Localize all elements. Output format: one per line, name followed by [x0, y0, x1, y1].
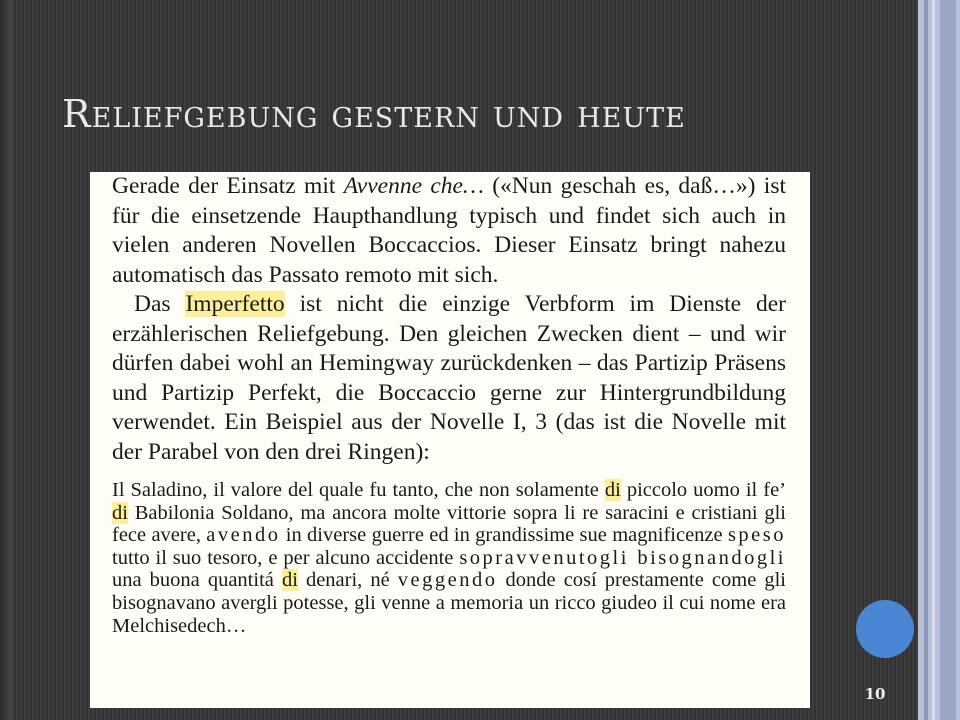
paragraph-einsatz	[112, 172, 786, 290]
rail-stripe	[932, 0, 935, 720]
text-run: una buona quantitá	[112, 569, 282, 592]
text-run: denari, né	[297, 569, 398, 592]
text-run: piccolo uomo il fe’	[620, 479, 787, 501]
slide-right-rail	[918, 0, 960, 720]
text-run: Il Saladino, il valore del quale fu tanto, che non solamente	[112, 479, 605, 501]
text-run: («Nun geschah es, daß…») ist für die einsetzende Haupthandlung typisch und findet sich auch in vielen anderen Novellen Boccaccios. Dieser Einsatz bringt nahezu automatisch das Passato remoto mit sich.	[112, 173, 786, 288]
text-run: Das	[134, 291, 186, 317]
text-run: tutto il suo tesoro, e per alcuno accidente	[112, 546, 460, 569]
page-number: 10	[864, 685, 886, 703]
rail-stripe	[924, 0, 928, 720]
highlighted-word: di	[112, 501, 128, 524]
spaced-word: speso	[727, 524, 786, 547]
italic-phrase: Avvenne che…	[343, 173, 484, 199]
rail-stripe	[940, 0, 956, 720]
slide-left-edge	[0, 0, 12, 720]
spaced-word: veggendo	[397, 569, 498, 592]
paragraph-imperfetto	[112, 290, 786, 467]
scanned-book-excerpt	[90, 172, 810, 708]
spaced-word: avendo	[206, 524, 281, 547]
text-run: Babilonia Soldano, ma ancora molte vittorie sopra li re saracini e cristiani gli fece avere,	[112, 501, 786, 547]
spaced-word: sopravvenutogli bisognandogli	[459, 546, 786, 569]
text-run: Gerade der Einsatz mit	[112, 173, 344, 199]
quotation-novella	[112, 479, 786, 637]
highlighted-word: di	[604, 479, 621, 501]
text-run: in diverse guerre ed in grandissime sue magnificenze	[280, 524, 728, 547]
highlighted-word: di	[281, 569, 298, 592]
slide-title: Reliefgebung gestern und heute	[62, 92, 686, 136]
decorative-circle	[856, 600, 914, 658]
text-run: ist nicht die einzige Verbform im Dienste der erzählerischen Reliefgebung. Den gleichen Zwecken dient – und wir dürfen dabei wohl an Hemingway zurückdenken – das Partizip Präsens und Partizip Perfekt, die Boccaccio gerne zur Hintergrundbildung verwendet. Ein Beispiel aus der Novelle I, 3 (das ist die Novelle mit der Parabel von den drei Ringen):	[112, 291, 786, 465]
highlighted-word: Imperfetto	[185, 291, 285, 317]
text-run: donde cosí prestamente come gli bisognavano avergli potesse, gli venne a memoria un ricco giudeo il cui nome era Melchisedech…	[112, 569, 786, 637]
